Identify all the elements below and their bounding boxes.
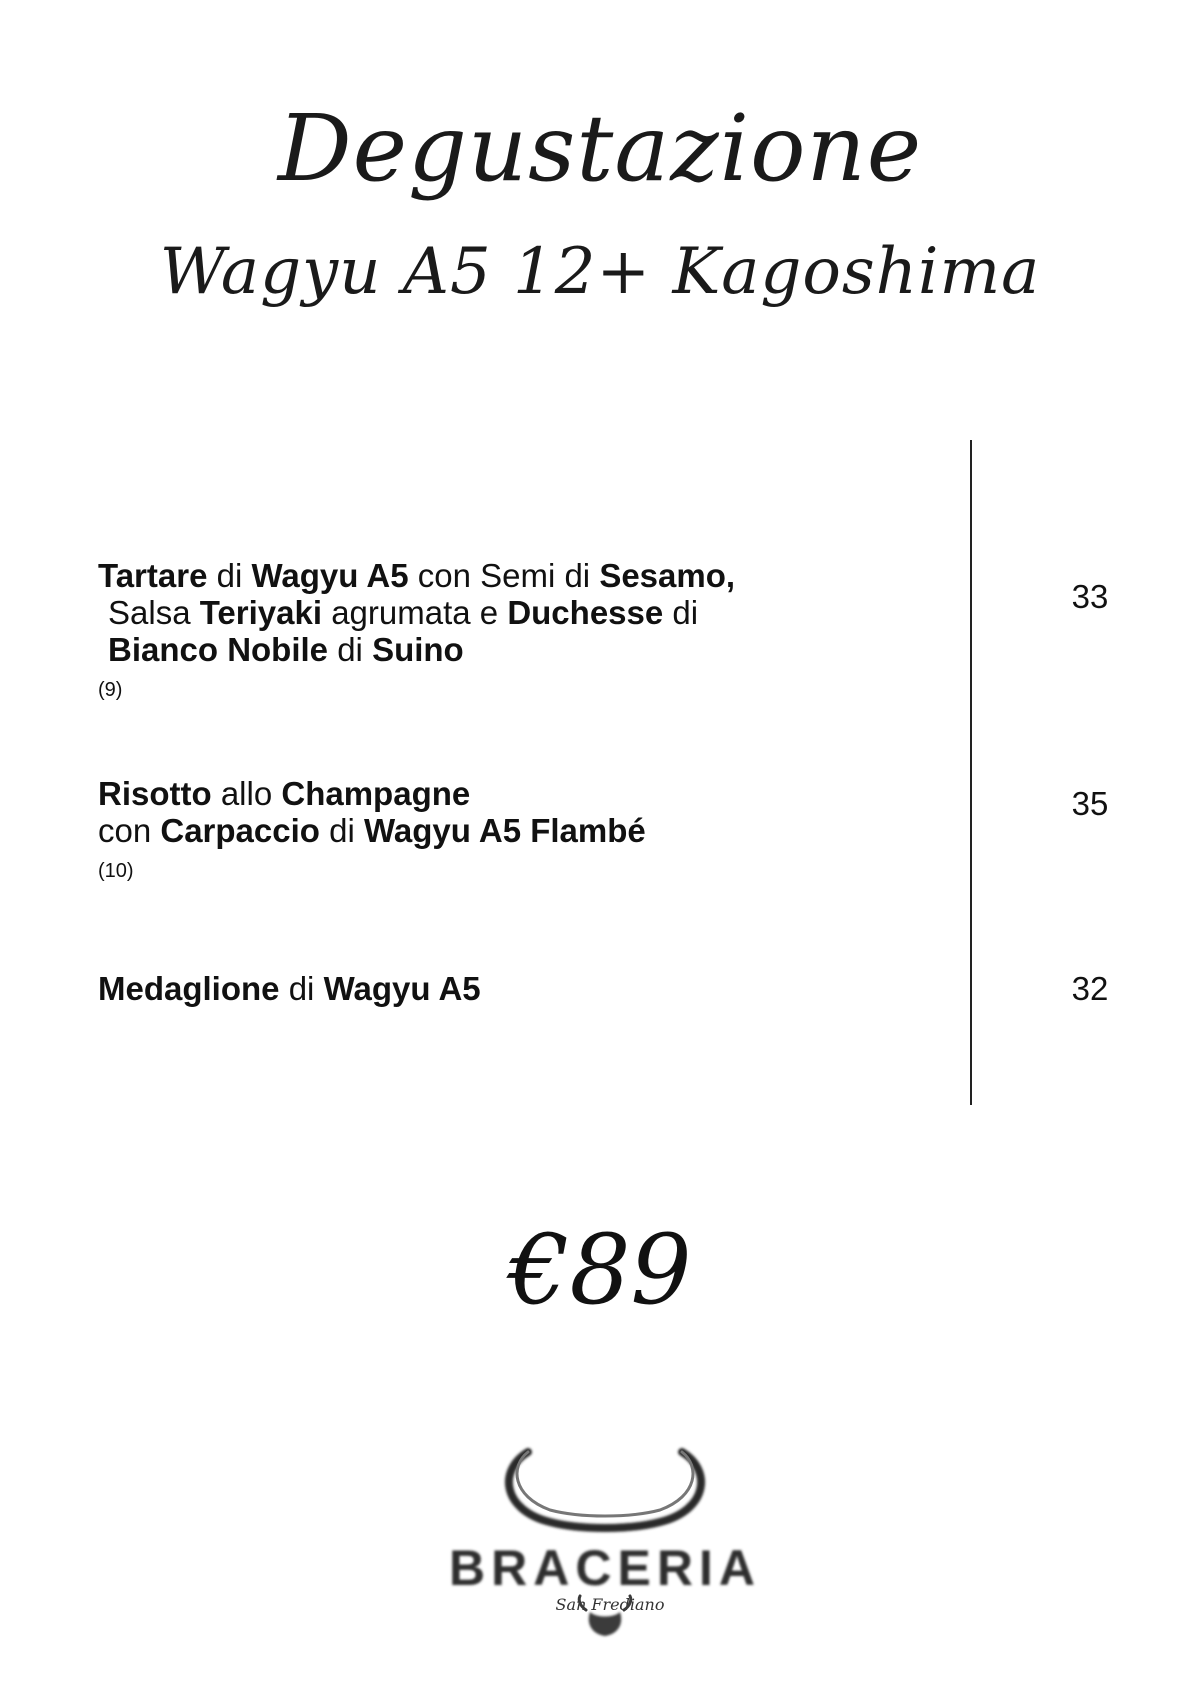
- dish-line: [98, 557, 918, 594]
- dish-text: di: [207, 557, 252, 594]
- dish-keyword: Medaglione: [98, 970, 280, 1007]
- dish-keyword: Wagyu A5: [251, 557, 409, 594]
- dish-text: agrumata e: [322, 594, 508, 631]
- dish-keyword: Carpaccio: [160, 812, 320, 849]
- dish-keyword: Duchesse: [507, 594, 664, 631]
- dish-line: [98, 594, 918, 631]
- price-column-divider: [970, 440, 972, 1105]
- dish-keyword: Wagyu A5: [323, 970, 481, 1007]
- logo-tagline: San Frediano: [555, 1595, 665, 1614]
- dish-line: [98, 970, 918, 1007]
- dish-text: di: [319, 812, 364, 849]
- dish-keyword: Sesamo,: [599, 557, 736, 594]
- dish-item-2: [98, 775, 918, 883]
- page-title: Degustazione: [277, 95, 923, 202]
- dish-line: [98, 631, 918, 668]
- allergen-note: (10): [98, 860, 134, 882]
- dish-keyword: Teriyaki: [199, 594, 323, 631]
- allergen-note: (9): [98, 679, 123, 701]
- dish-line: [98, 775, 918, 812]
- dish-text: con: [98, 812, 161, 849]
- dish-text: di: [279, 970, 324, 1007]
- dish-item-3: [98, 970, 918, 1007]
- logo-wordmark: BRACERIA: [449, 1540, 761, 1596]
- dish-text: allo: [211, 775, 282, 812]
- dish-keyword: Bianco Nobile: [108, 631, 329, 668]
- page-subtitle: Wagyu A5 12+ Kagoshima: [159, 235, 1041, 309]
- bull-horns-icon: [440, 1440, 770, 1640]
- dish-price-2: 35: [1071, 785, 1109, 822]
- dish-keyword: Suino: [372, 631, 464, 668]
- tasting-menu-price: €89: [508, 1214, 692, 1326]
- dish-price-3: 32: [1071, 970, 1109, 1007]
- dish-text: Salsa: [108, 594, 200, 631]
- dish-text: con Semi di: [408, 557, 600, 594]
- dish-keyword: Risotto: [98, 775, 212, 812]
- dish-item-1: [98, 557, 918, 702]
- dish-keyword: Tartare: [98, 557, 208, 594]
- dish-price-1: 33: [1071, 578, 1109, 615]
- dish-keyword: Wagyu A5 Flambé: [363, 812, 646, 849]
- dish-line: [98, 812, 918, 849]
- dish-text: di: [663, 594, 699, 631]
- restaurant-logo: [440, 1440, 770, 1640]
- dish-text: di: [328, 631, 373, 668]
- dish-keyword: Champagne: [281, 775, 471, 812]
